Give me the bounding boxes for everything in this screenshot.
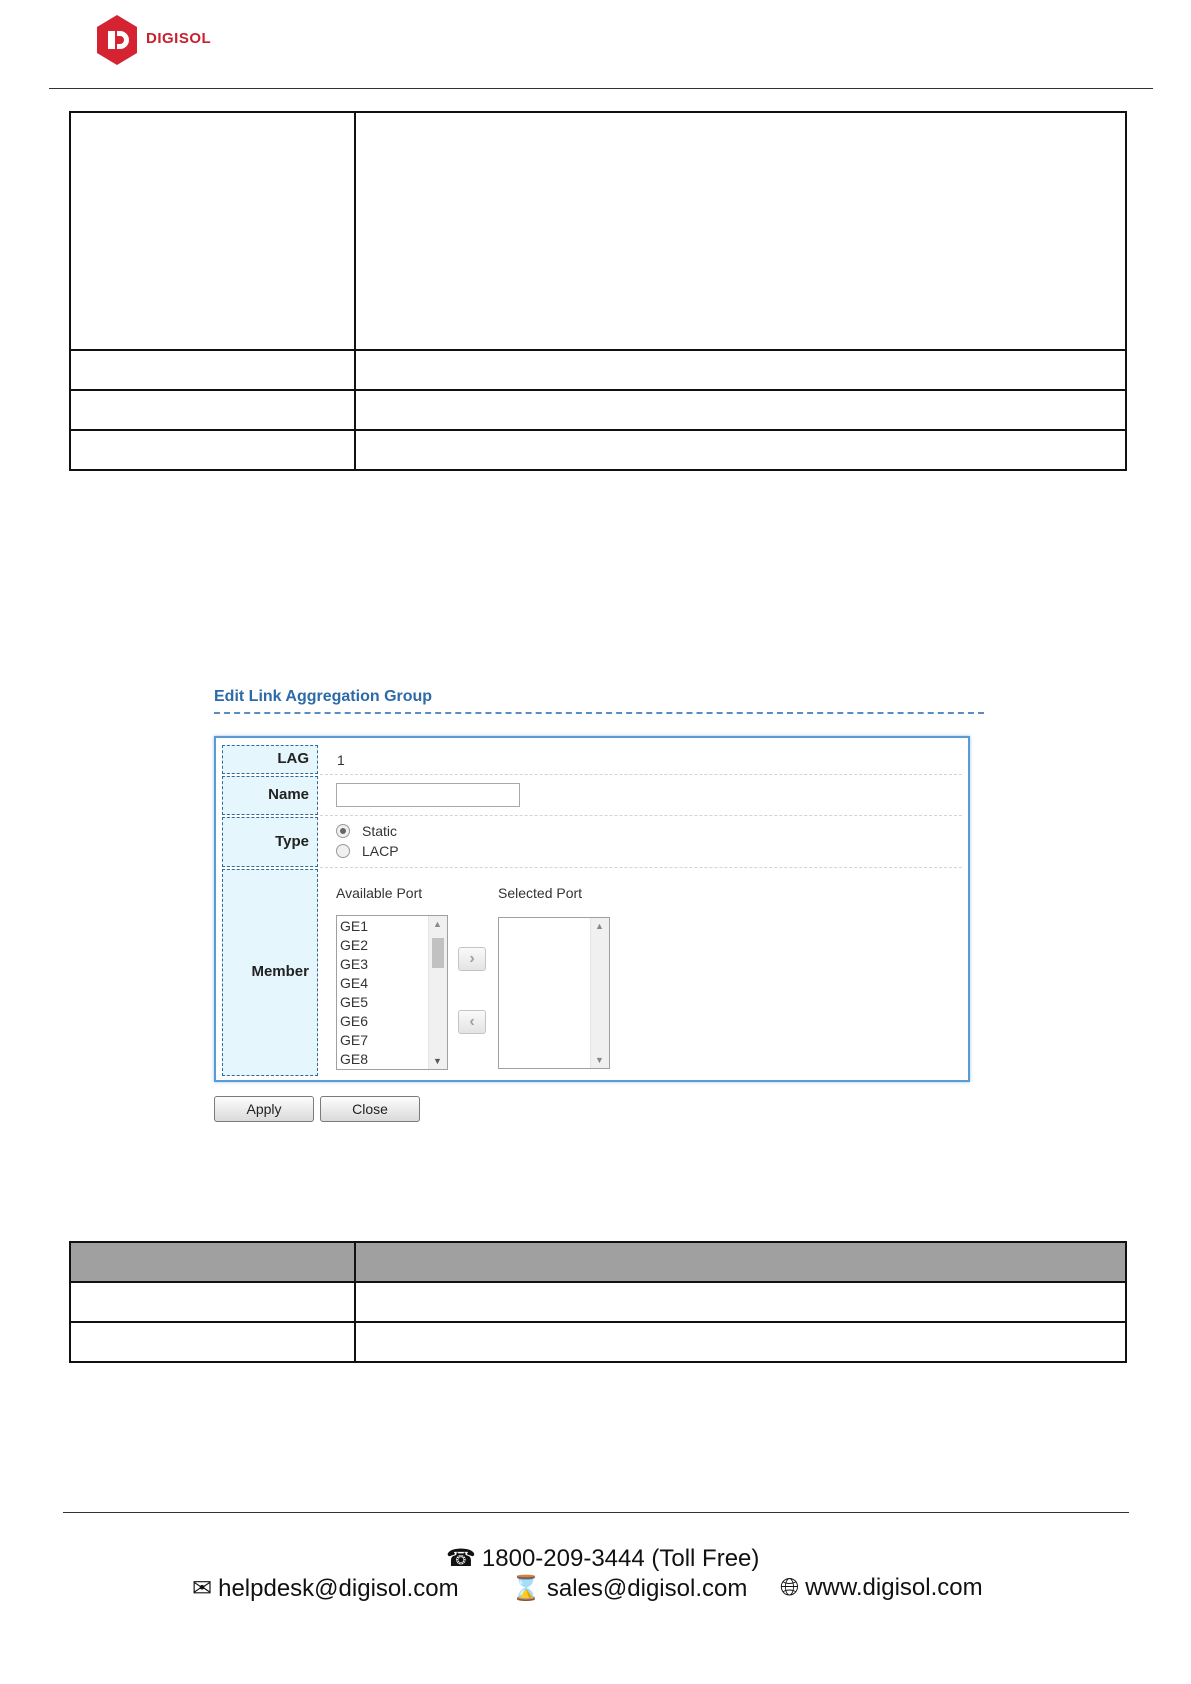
digisol-logo-icon	[95, 14, 139, 66]
list-item[interactable]: GE2	[340, 937, 369, 953]
table-row	[70, 1322, 1126, 1362]
mail-icon: ✉	[192, 1575, 213, 1602]
lag-value: 1	[337, 752, 345, 768]
type-static-label: Static	[362, 823, 398, 839]
list-item[interactable]: GE6	[340, 1013, 369, 1029]
table-cell	[355, 1322, 1126, 1362]
title-divider	[214, 712, 984, 714]
phone-icon: ☎	[446, 1545, 476, 1572]
parameter-table-bottom	[69, 1241, 1127, 1363]
lag-label: LAG	[222, 745, 318, 774]
row-divider	[320, 815, 962, 816]
table-cell	[70, 390, 355, 430]
available-port-label: Available Port	[336, 885, 423, 901]
table-header-cell	[355, 1242, 1126, 1282]
list-item[interactable]: GE4	[340, 975, 369, 991]
row-divider	[320, 867, 962, 868]
list-item[interactable]: GE3	[340, 956, 369, 972]
name-label: Name	[222, 776, 318, 815]
apply-button[interactable]: Apply	[214, 1096, 314, 1122]
type-lacp-label: LACP	[362, 843, 399, 859]
table-row	[70, 390, 1126, 430]
name-input[interactable]	[336, 783, 520, 807]
logo-text: DIGISOL	[146, 30, 212, 47]
table-header-cell	[70, 1242, 355, 1282]
table-cell	[70, 430, 355, 470]
sales-text[interactable]: sales@digisol.com	[546, 1575, 748, 1602]
type-lacp-radio[interactable]	[336, 844, 350, 858]
table-cell	[355, 390, 1126, 430]
table-row	[70, 112, 1126, 350]
table-row	[70, 430, 1126, 470]
footer-website	[780, 1574, 983, 1602]
footer-divider	[63, 1512, 1129, 1513]
list-item[interactable]: GE8	[340, 1051, 369, 1067]
selected-port-label: Selected Port	[498, 885, 583, 901]
header-divider	[49, 88, 1153, 89]
footer-phone	[446, 1544, 759, 1573]
parameter-table-top	[69, 111, 1127, 471]
table-cell	[70, 1322, 355, 1362]
table-cell	[70, 112, 355, 350]
scroll-up-icon[interactable]: ▲	[595, 921, 604, 931]
table-cell	[355, 1282, 1126, 1322]
table-cell	[355, 430, 1126, 470]
scroll-down-icon[interactable]: ▼	[433, 1056, 442, 1066]
scroll-thumb[interactable]	[432, 938, 444, 968]
list-item[interactable]: GE7	[340, 1032, 369, 1048]
table-row	[70, 1282, 1126, 1322]
footer-helpdesk	[192, 1574, 459, 1603]
table-row	[70, 350, 1126, 390]
add-port-button[interactable]: ›	[458, 947, 486, 971]
footer-sales	[511, 1574, 747, 1603]
website-text[interactable]: www.digisol.com	[805, 1574, 983, 1601]
form-title: Edit Link Aggregation Group	[214, 688, 433, 705]
phone-text: 1800-209-3444 (Toll Free)	[481, 1545, 760, 1572]
table-cell	[70, 1282, 355, 1322]
close-button[interactable]: Close	[320, 1096, 420, 1122]
list-item[interactable]: GE5	[340, 994, 369, 1010]
member-label: Member	[222, 869, 318, 1076]
table-cell	[355, 112, 1126, 350]
helpdesk-text[interactable]: helpdesk@digisol.com	[218, 1575, 459, 1602]
available-port-scrollbar[interactable]	[428, 916, 447, 1069]
scroll-down-icon[interactable]: ▼	[595, 1055, 604, 1065]
hourglass-icon: ⌛	[511, 1575, 541, 1602]
row-divider	[320, 774, 962, 775]
scroll-up-icon[interactable]: ▲	[433, 919, 442, 929]
table-cell	[355, 350, 1126, 390]
list-item[interactable]: GE1	[340, 918, 369, 934]
type-static-radio[interactable]	[336, 824, 350, 838]
selected-port-scrollbar[interactable]	[590, 918, 609, 1068]
type-label: Type	[222, 817, 318, 867]
selected-port-list[interactable]	[498, 917, 610, 1069]
available-port-list[interactable]	[336, 915, 448, 1070]
edit-lag-panel	[214, 736, 970, 1082]
remove-port-button[interactable]: ‹	[458, 1010, 486, 1034]
table-cell	[70, 350, 355, 390]
globe-icon: 🌐︎	[780, 1574, 800, 1601]
table-header-row	[70, 1242, 1126, 1282]
